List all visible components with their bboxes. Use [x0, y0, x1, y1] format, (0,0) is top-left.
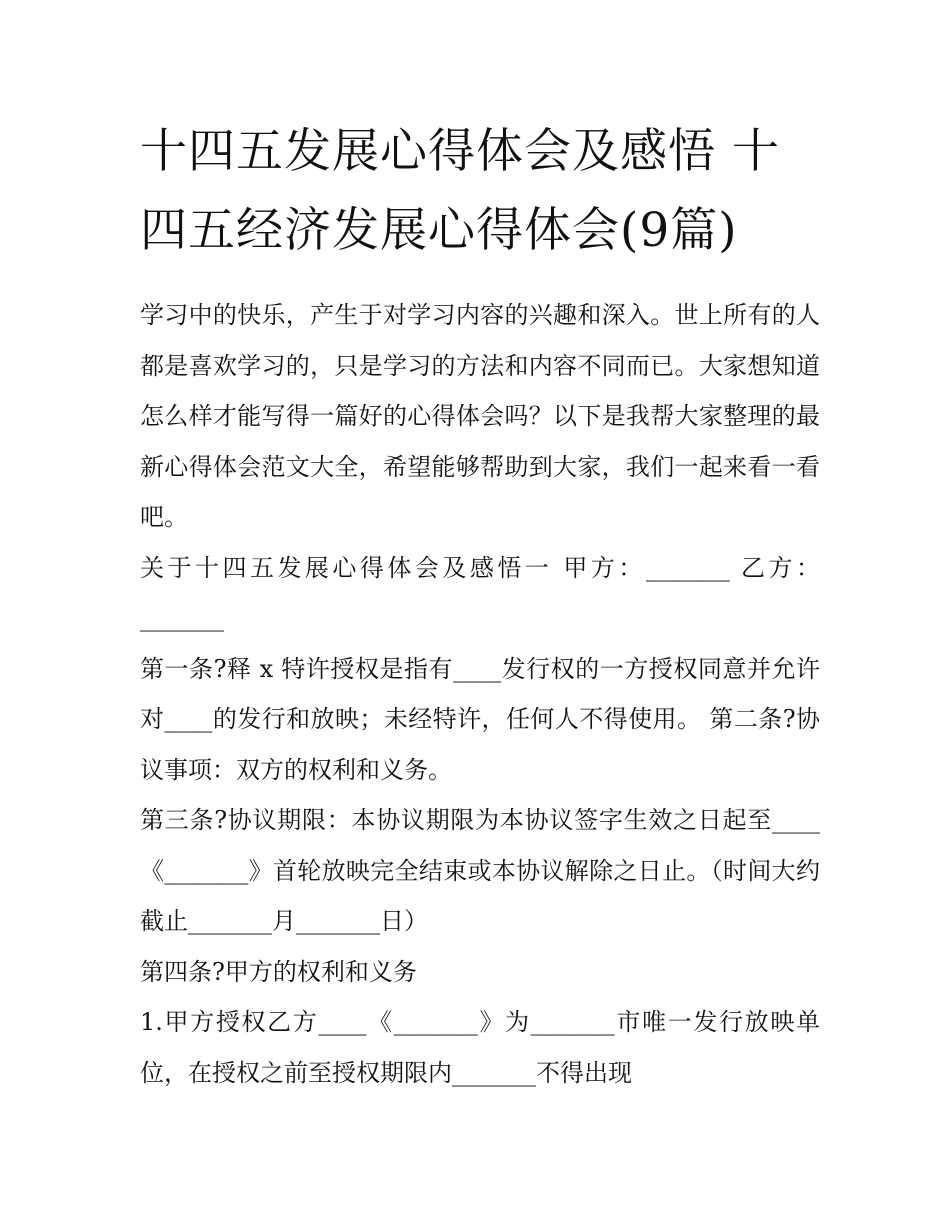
article-3-paragraph: 第三条?协议期限：本协议期限为本协议签字生效之日起至____《_______》首轮放映完全结束或本协议解除之日止。（时间大约截止_______月_______日） [140, 806, 820, 935]
parties-paragraph: 关于十四五发展心得体会及感悟一 甲方：_______ 乙方：_______ [140, 553, 820, 632]
article-1-2-paragraph: 第一条?释 x 特许授权是指有____发行权的一方授权同意并允许对____的发行和放映；未经特许，任何人不得使用。 第二条?协议事项：双方的权利和义务。 [140, 654, 820, 784]
intro-paragraph: 学习中的快乐，产生于对学习内容的兴趣和深入。世上所有的人都是喜欢学习的，只是学习的方法和内容不同而已。大家想知道怎么样才能写得一篇好的心得体会吗？以下是我帮大家整理的最新心得体会范文大全，希望能够帮助到大家，我们一起来看一看吧。 [140, 301, 820, 531]
document-page [140, 112, 820, 1098]
article-4-heading: 第四条?甲方的权利和义务 [140, 957, 417, 986]
document-title: 十四五发展心得体会及感悟 十四五经济发展心得体会(9篇) [140, 124, 780, 258]
article-4-item-1: 1.甲方授权乙方____《_______》为_______市唯一发行放映单位，在授权之前至授权期限内_______不得出现 [140, 1008, 820, 1087]
